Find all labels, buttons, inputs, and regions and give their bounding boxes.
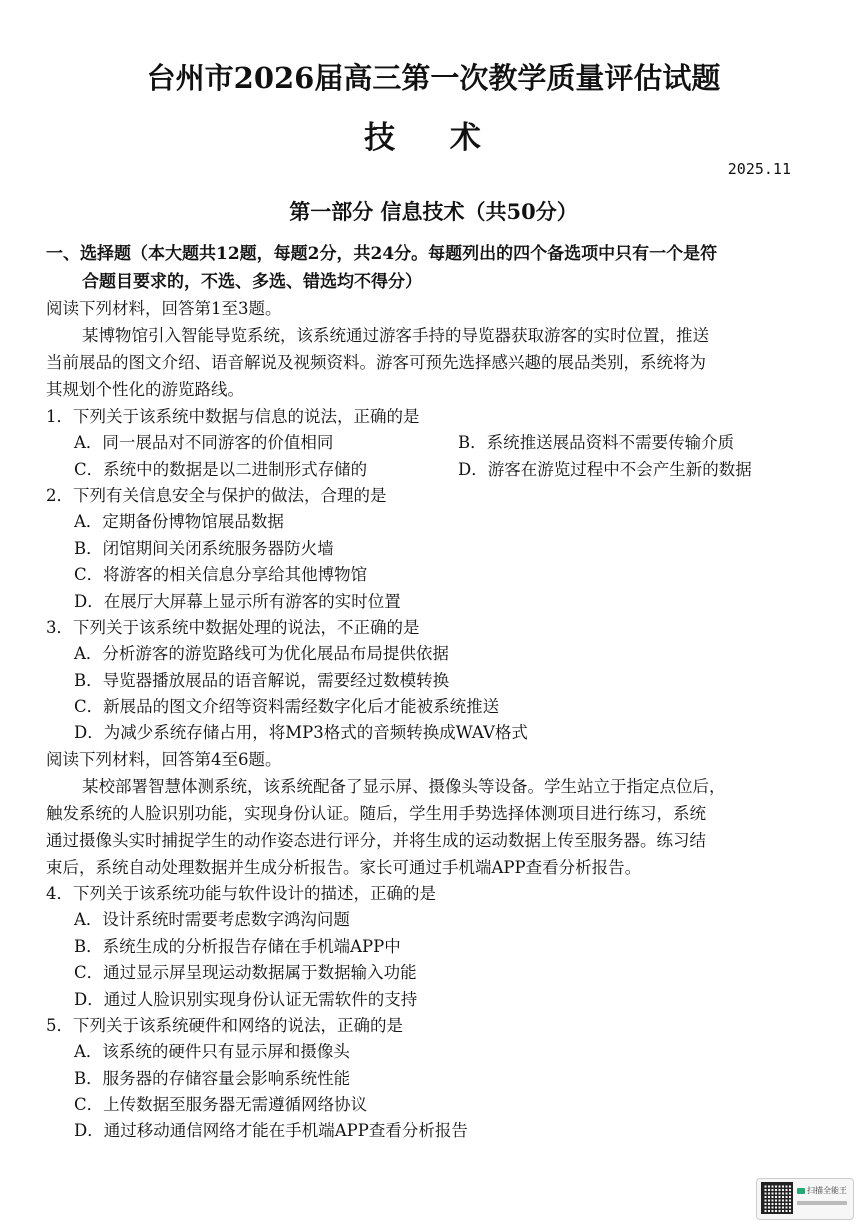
section-instructions-line2: 合题目要求的，不选、多选、错选均不得分） — [82, 272, 422, 292]
question-2-option-c: C．将游客的相关信息分享给其他博物馆 — [74, 565, 368, 584]
question-5-option-c: C．上传数据至服务器无需遵循网络协议 — [74, 1095, 368, 1114]
question-2-option-d: D．在展厅大屏幕上显示所有游客的实时位置 — [74, 592, 401, 611]
question-4-stem: 4．下列关于该系统功能与软件设计的描述，正确的是 — [46, 884, 436, 903]
scanner-label: 扫描全能王 — [807, 1186, 847, 1195]
question-2-stem: 2．下列有关信息安全与保护的做法，合理的是 — [46, 486, 387, 505]
material1-paragraph-line: 其规划个性化的游览路线。 — [46, 380, 244, 399]
scanner-watermark — [756, 1178, 854, 1220]
question-5-option-d: D．通过移动通信网络才能在手机端APP查看分析报告 — [74, 1121, 468, 1140]
question-3-option-b: B．导览器播放展品的语音解说，需要经过数模转换 — [74, 671, 450, 690]
scanner-logo-icon — [797, 1188, 805, 1194]
question-4-option-a: A．设计系统时需要考虑数字鸿沟问题 — [74, 910, 350, 929]
material1-paragraph-line: 当前展品的图文介绍、语音解说及视频资料。游客可预先选择感兴趣的展品类别，系统将为 — [46, 353, 706, 372]
question-1-option-b: B．系统推送展品资料不需要传输介质 — [458, 433, 735, 452]
subject-title: 技 术 — [364, 120, 503, 156]
question-1-stem: 1．下列关于该系统中数据与信息的说法，正确的是 — [46, 407, 420, 426]
exam-date: 2025.11 — [727, 160, 791, 178]
question-3-option-c: C．新展品的图文介绍等资料需经数字化后才能被系统推送 — [74, 697, 500, 716]
qr-code-icon — [763, 1184, 791, 1212]
material1-intro: 阅读下列材料，回答第1至3题。 — [46, 299, 282, 318]
material2-intro: 阅读下列材料，回答第4至6题。 — [46, 750, 282, 769]
question-5-option-b: B．服务器的存储容量会影响系统性能 — [74, 1069, 351, 1088]
question-3-stem: 3．下列关于该系统中数据处理的说法，不正确的是 — [46, 618, 420, 637]
question-1-option-c: C．系统中的数据是以二进制形式存储的 — [74, 460, 368, 479]
question-3-option-d: D．为减少系统存储占用，将MP3格式的音频转换成WAV格式 — [74, 723, 528, 742]
scanner-subtext-bar — [797, 1201, 847, 1205]
section-instructions-line1: 一、选择题（本大题共12题，每题2分，共24分。每题列出的四个备选项中只有一个是符 — [46, 244, 718, 264]
question-4-option-d: D．通过人脸识别实现身份认证无需软件的支持 — [74, 990, 418, 1009]
question-5-stem: 5．下列关于该系统硬件和网络的说法，正确的是 — [46, 1016, 403, 1035]
question-5-option-a: A．该系统的硬件只有显示屏和摄像头 — [74, 1042, 350, 1061]
question-4-option-b: B．系统生成的分析报告存储在手机端APP中 — [74, 937, 401, 956]
part-heading: 第一部分 信息技术（共50分） — [289, 199, 578, 224]
exam-title: 台州市2026届高三第一次教学质量评估试题 — [146, 61, 721, 95]
material1-paragraph-line: 某博物馆引入智能导览系统，该系统通过游客手持的导览器获取游客的实时位置，推送 — [82, 326, 709, 345]
question-1-option-d: D．游客在游览过程中不会产生新的数据 — [458, 460, 752, 479]
question-4-option-c: C．通过显示屏呈现运动数据属于数据输入功能 — [74, 963, 417, 982]
question-3-option-a: A．分析游客的游览路线可为优化展品布局提供依据 — [74, 644, 449, 663]
question-2-option-b: B．闭馆期间关闭系统服务器防火墙 — [74, 539, 334, 558]
question-2-option-a: A．定期备份博物馆展品数据 — [74, 512, 284, 531]
material2-paragraph-line: 束后，系统自动处理数据并生成分析报告。家长可通过手机端APP查看分析报告。 — [46, 858, 642, 877]
material2-paragraph-line: 通过摄像头实时捕捉学生的动作姿态进行评分，并将生成的运动数据上传至服务器。练习结 — [46, 831, 706, 850]
material2-paragraph-line: 某校部署智慧体测系统，该系统配备了显示屏、摄像头等设备。学生站立于指定点位后， — [82, 777, 726, 796]
question-1-option-a: A．同一展品对不同游客的价值相同 — [74, 433, 334, 452]
material2-paragraph-line: 触发系统的人脸识别功能，实现身份认证。随后，学生用手势选择体测项目进行练习，系统 — [46, 804, 706, 823]
